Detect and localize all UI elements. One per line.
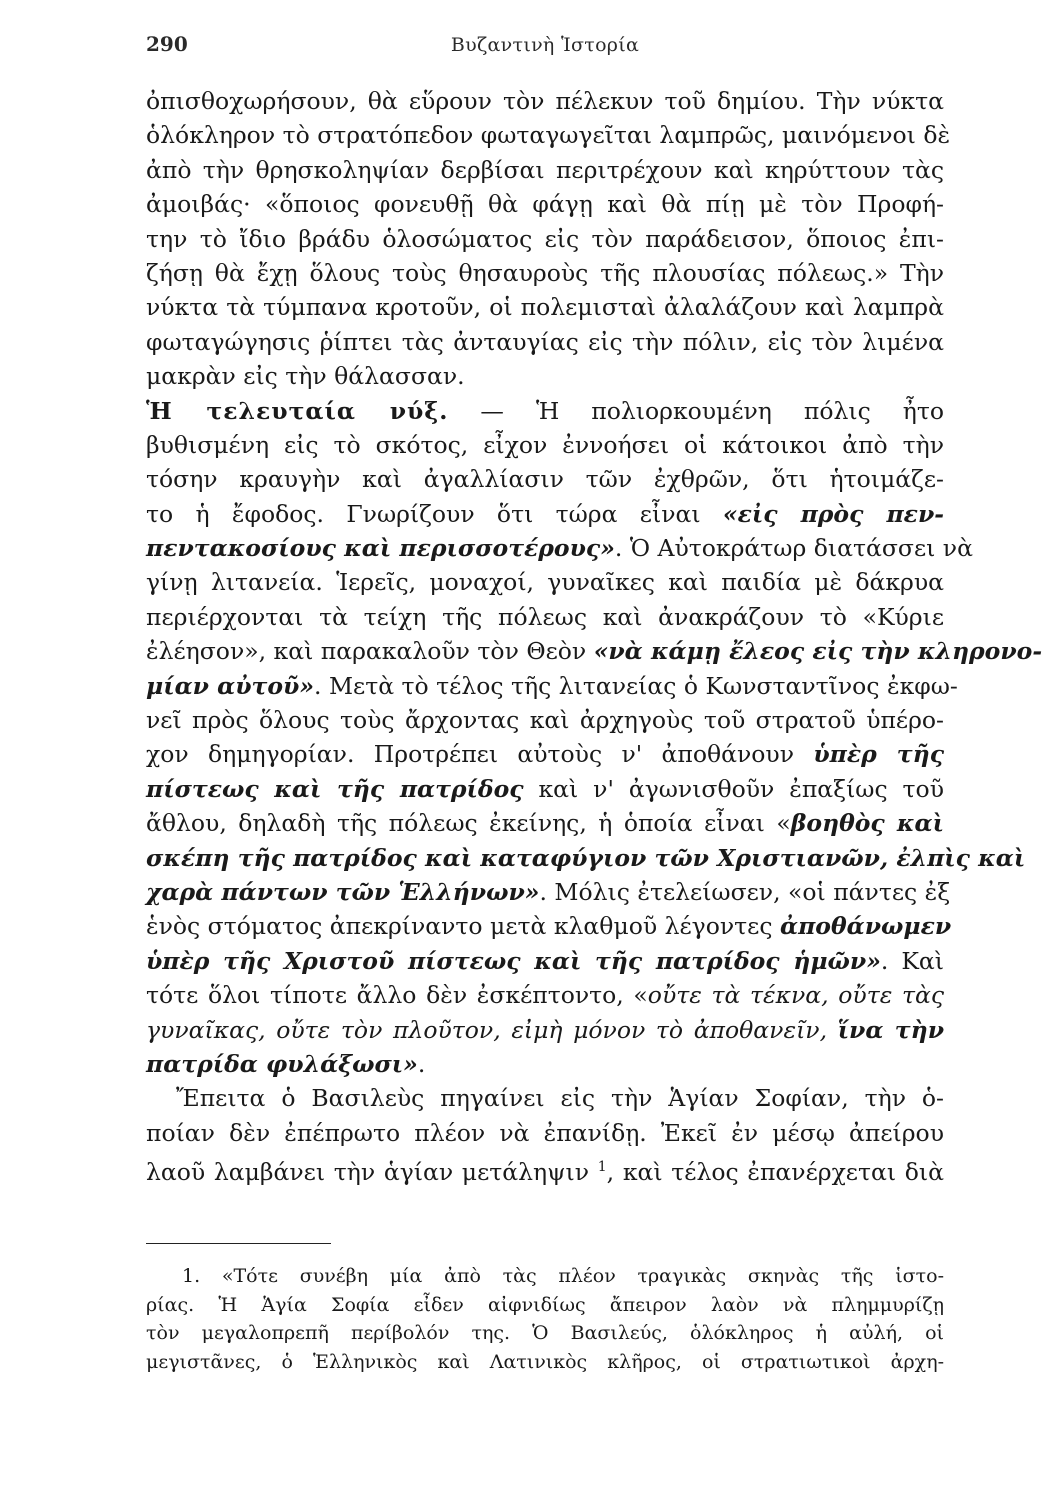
- emphasis-span: ἵνα τὴν: [837, 1015, 944, 1044]
- text-line: [146, 737, 944, 771]
- text-span: . Ὁ Αὐτοκράτωρ διατάσσει νὰ: [614, 534, 973, 563]
- emphasis-span: ὑπὲρ τῆς: [813, 740, 945, 769]
- text-line: [146, 909, 952, 943]
- text-line: [146, 978, 944, 1012]
- text-span: ἐλέησον», καὶ παρακαλοῦν τὸν Θεὸν: [146, 637, 594, 666]
- emphasis-span: ἀποθάνωμεν: [779, 912, 952, 941]
- text-line: βυθισμένη εἰς τὸ σκότος, εἶχον ἐννοήσει οἱ κάτοικοι ἀπὸ τὴν: [146, 430, 944, 459]
- body-text: [146, 84, 1042, 1186]
- text-line: φωταγώγησις ῥίπτει τὰς ἀνταυγίας εἰς τὴν πόλιν, εἰς τὸν λιμένα: [146, 327, 944, 356]
- emphasis-span: πεντακοσίους καὶ περισσοτέρους»: [146, 534, 615, 563]
- footnote-line: ρίας. Ἡ Ἁγία Σοφία εἶδεν αἰφνιδίως ἄπειρον λαὸν νὰ πλημμυρίζῃ: [146, 1293, 944, 1316]
- footnote-line: τὸν μεγαλοπρεπῆ περίβολόν της. Ὁ Βασιλεύς, ὁλόκληρος ἡ αὐλή, οἱ: [146, 1322, 944, 1344]
- footnote-line: μεγιστᾶνες, ὁ Ἑλληνικὸς καὶ Λατινικὸς κλῆρος, οἱ στρατιωτικοὶ ἀρχη-: [146, 1350, 944, 1373]
- text-line: [146, 806, 944, 840]
- text-line: περιέρχονται τὰ τείχη τῆς πόλεως καὶ ἀνακράζουν τὸ «Κύριε: [146, 602, 944, 631]
- text-line: νύκτα τὰ τύμπανα κροτοῦν, οἱ πολεμισταὶ ἀλαλάζουν καὶ λαμπρὰ: [146, 293, 944, 322]
- footnote-line: 1. «Τότε συνέβη μία ἀπὸ τὰς πλέον τραγικὰς σκηνὰς τῆς ἱστο-: [182, 1265, 944, 1287]
- emphasis-span: μίαν αὐτοῦ»: [146, 671, 315, 700]
- footnote-marker: 1: [597, 1159, 607, 1176]
- paragraph-start-line: Ἔπειτα ὁ Βασιλεὺς πηγαίνει εἰς τὴν Ἁγίαν Σοφίαν, τὴν ὁ-: [176, 1084, 944, 1113]
- text-span: λαοῦ λαμβάνει τὴν ἁγίαν μετάληψιν: [146, 1157, 598, 1186]
- emphasis-span: «εἰς πρὸς πεν-: [722, 499, 945, 528]
- emphasis-span: βοηθὸς καὶ: [790, 809, 944, 838]
- emphasis-span: πίστεως καὶ τῆς πατρίδος: [146, 774, 524, 803]
- footnote-divider: [146, 1243, 331, 1244]
- italic-span: οὔτε τὰ τέκνα, οὔτε τὰς: [647, 981, 944, 1010]
- text-line: την τὸ ἴδιο βράδυ ὁλοσώματος εἰς τὸν παράδεισον, ὅποιος ἐπι-: [146, 224, 944, 253]
- text-line: [146, 531, 973, 565]
- text-span: . Μόλις ἐτελείωσεν, «οἱ πάντες ἐξ: [539, 877, 951, 906]
- text-span: το ἡ ἔφοδος. Γνωρίζουν ὅτι τώρα εἶναι: [146, 499, 723, 528]
- text-line: ζήσῃ θὰ ἔχῃ ὅλους τοὺς θησαυροὺς τῆς πλουσίας πόλεως.» Τὴν: [146, 258, 944, 287]
- section-line: [146, 394, 944, 428]
- text-line: νεῖ πρὸς ὅλους τοὺς ἄρχοντας καὶ ἀρχηγοὺς τοῦ στρατοῦ ὑπέρο-: [146, 706, 944, 735]
- text-span: καὶ ν' ἀγωνισθοῦν ἐπαξίως τοῦ: [523, 774, 944, 803]
- text-span: χον δημηγορίαν. Προτρέπει αὐτοὺς ν' ἀποθάνουν: [146, 740, 814, 769]
- text-line: ἀμοιβάς· «ὅποιος φονευθῇ θὰ φάγῃ καὶ θὰ πίῃ μὲ τὸν Προφή-: [146, 190, 944, 219]
- text-span: τότε ὅλοι τίποτε ἄλλο δὲν ἐσκέπτοντο, «: [146, 981, 648, 1010]
- text-line: [146, 669, 958, 703]
- text-line: τόσην κραυγὴν καὶ ἀγαλλίασιν τῶν ἐχθρῶν, ὅτι ἡτοιμάζε-: [146, 465, 944, 494]
- text-line: [146, 1150, 944, 1184]
- text-span: .: [417, 1049, 426, 1078]
- text-line: [146, 944, 944, 978]
- text-line: γίνῃ λιτανεία. Ἱερεῖς, μοναχοί, γυναῖκες καὶ παιδία μὲ δάκρυα: [146, 568, 944, 597]
- text-line: [146, 772, 944, 806]
- text-span: ἄθλου, δηλαδὴ τῆς πόλεως ἐκείνης, ἡ ὁποία εἶναι «: [146, 809, 791, 838]
- text-line: ἀπὸ τὴν θρησκοληψίαν δερβίσαι περιτρέχουν καὶ κηρύττουν τὰς: [146, 155, 944, 184]
- text-line: ὁλόκληρον τὸ στρατόπεδον φωταγωγεῖται λαμπρῶς, μαινόμενοι δὲ: [146, 121, 951, 150]
- page-number: 290: [146, 32, 188, 56]
- text-span: — Ἡ πολιορκουμένη πόλις ἦτο: [448, 396, 944, 425]
- text-line: [146, 875, 951, 909]
- text-line: μακρὰν εἰς τὴν θάλασσαν.: [146, 362, 465, 391]
- italic-span: γυναῖκας, οὔτε τὸν πλοῦτον, εἰμὴ μόνον τὸ ἀποθανεῖν,: [146, 1015, 838, 1044]
- running-head: [146, 32, 944, 64]
- emphasis-span: πατρίδα φυλάξωσι»: [146, 1049, 418, 1078]
- emphasis-line: σκέπη τῆς πατρίδος καὶ καταφύγιον τῶν Χριστιανῶν, ἐλπὶς καὶ: [146, 843, 1026, 872]
- footnotes: [146, 1262, 944, 1376]
- text-span: , καὶ τέλος ἐπανέρχεται διὰ: [606, 1157, 944, 1186]
- emphasis-span: ὑπὲρ τῆς Χριστοῦ πίστεως καὶ τῆς πατρίδος ἡμῶν»: [146, 946, 881, 975]
- text-span: . Καὶ: [880, 946, 944, 975]
- text-line: ποίαν δὲν ἐπέπρωτο πλέον νὰ ἐπανίδῃ. Ἐκεῖ ἐν μέσῳ ἀπείρου: [146, 1118, 944, 1147]
- text-span: ἑνὸς στόματος ἀπεκρίναντο μετὰ κλαθμοῦ λέγοντες: [146, 912, 780, 941]
- text-line: [146, 634, 1042, 668]
- emphasis-span: «νὰ κάμῃ ἔλεος εἰς τὴν κληρονο-: [593, 637, 1042, 666]
- text-line: ὀπισθοχωρήσουν, θὰ εὕρουν τὸν πέλεκυν τοῦ δημίου. Τὴν νύκτα: [146, 87, 944, 115]
- text-line: [146, 1047, 944, 1081]
- text-line: [146, 497, 944, 531]
- running-title: Βυζαντινὴ Ἱστορία: [450, 34, 640, 56]
- emphasis-span: χαρὰ πάντων τῶν Ἑλλήνων»: [146, 877, 540, 906]
- text-line: [146, 1013, 944, 1047]
- section-heading: Ἡ τελευταία νύξ.: [146, 396, 449, 425]
- text-span: . Μετὰ τὸ τέλος τῆς λιτανείας ὁ Κωνσταντῖνος ἐκφω-: [314, 671, 958, 700]
